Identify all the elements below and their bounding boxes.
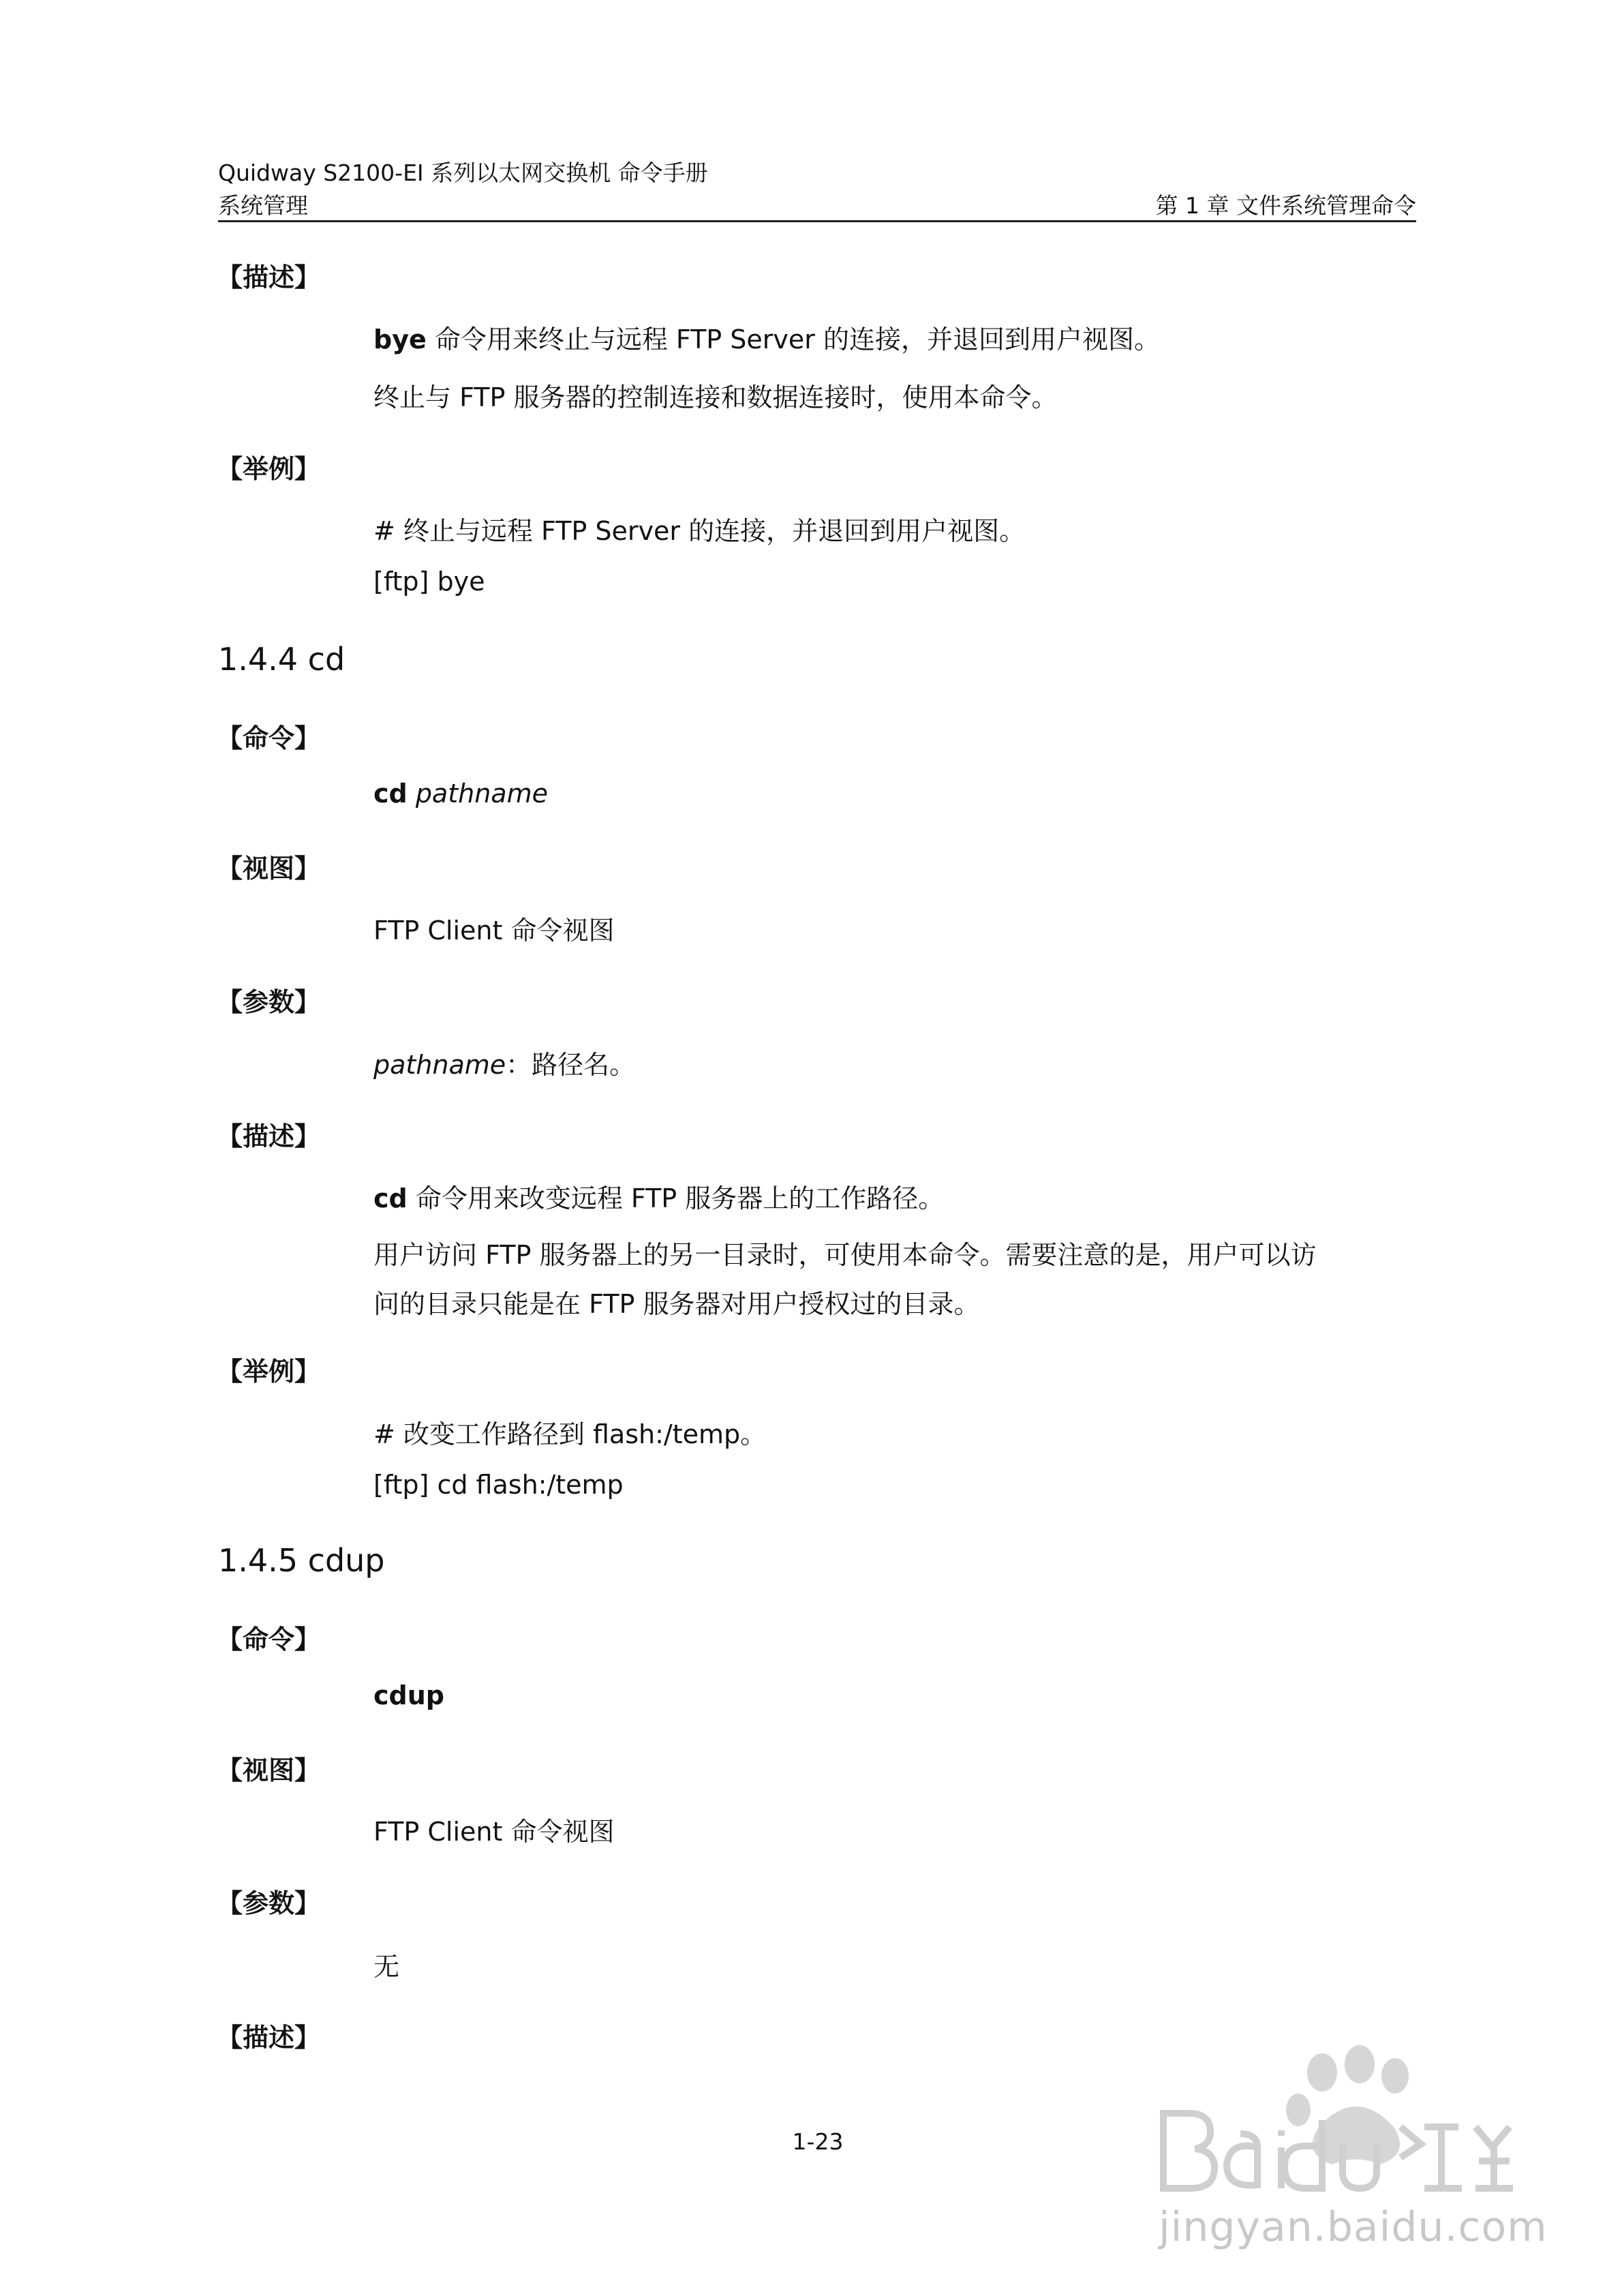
description-line	[373, 318, 1160, 356]
description-line: 用户访问 FTP 服务器上的另一目录时，可使用本命令。需要注意的是，用户可以访	[373, 1240, 1317, 1270]
page-number: 1-23	[792, 2128, 844, 2155]
section-heading-view: 【视图】	[217, 854, 321, 883]
section-heading-example: 【举例】	[217, 1357, 321, 1387]
example-code: [ftp] bye	[373, 567, 485, 596]
command-syntax	[373, 779, 548, 809]
command-parameter: pathname	[407, 779, 548, 809]
description-text: 命令用来改变远程 FTP 服务器上的工作路径。	[407, 1183, 945, 1213]
subsection-title-cd: 1.4.4 cd	[218, 641, 346, 678]
header-chapter: 第 1 章 文件系统管理命令	[1155, 192, 1416, 219]
section-heading-command: 【命令】	[217, 1625, 321, 1655]
description-line: 终止与 FTP 服务器的控制连接和数据连接时，使用本命令。	[373, 382, 1058, 412]
watermark-url: jingyan.baidu.com	[1159, 2203, 1548, 2251]
section-heading-command: 【命令】	[217, 723, 321, 753]
parameter-line	[373, 1044, 635, 1081]
section-heading-example: 【举例】	[217, 454, 321, 484]
section-heading-view: 【视图】	[217, 1755, 321, 1785]
view-text: FTP Client 命令视图	[373, 1817, 615, 1847]
command-keyword: cd	[373, 779, 408, 809]
section-heading-description: 【描述】	[217, 1121, 321, 1151]
description-text: 命令用来终止与远程 FTP Server 的连接，并退回到用户视图。	[426, 324, 1160, 354]
section-heading-parameters: 【参数】	[217, 1888, 321, 1918]
command-keyword: cd	[373, 1183, 408, 1213]
section-heading-parameters: 【参数】	[217, 987, 321, 1017]
description-line: 问的目录只能是在 FTP 服务器对用户授权过的目录。	[373, 1289, 980, 1319]
command-keyword: bye	[373, 324, 427, 354]
section-heading-description: 【描述】	[217, 2023, 321, 2053]
example-comment: # 改变工作路径到 flash:/temp。	[373, 1419, 767, 1449]
view-text: FTP Client 命令视图	[373, 916, 615, 946]
command-syntax: cdup	[373, 1680, 444, 1710]
header-section: 系统管理	[218, 192, 308, 219]
parameter-name: pathname	[373, 1050, 506, 1080]
parameter-description: ：路径名。	[506, 1050, 636, 1080]
subsection-title-cdup: 1.4.5 cdup	[218, 1542, 385, 1579]
header-rule	[218, 220, 1416, 222]
example-code: [ftp] cd flash:/temp	[373, 1470, 624, 1500]
section-heading-description: 【描述】	[217, 262, 321, 292]
description-line	[373, 1177, 944, 1215]
header-title: Quidway S2100-EI 系列以太网交换机 命令手册	[218, 160, 708, 186]
example-comment: # 终止与远程 FTP Server 的连接，并退回到用户视图。	[373, 516, 1026, 546]
parameter-text: 无	[373, 1952, 400, 1982]
